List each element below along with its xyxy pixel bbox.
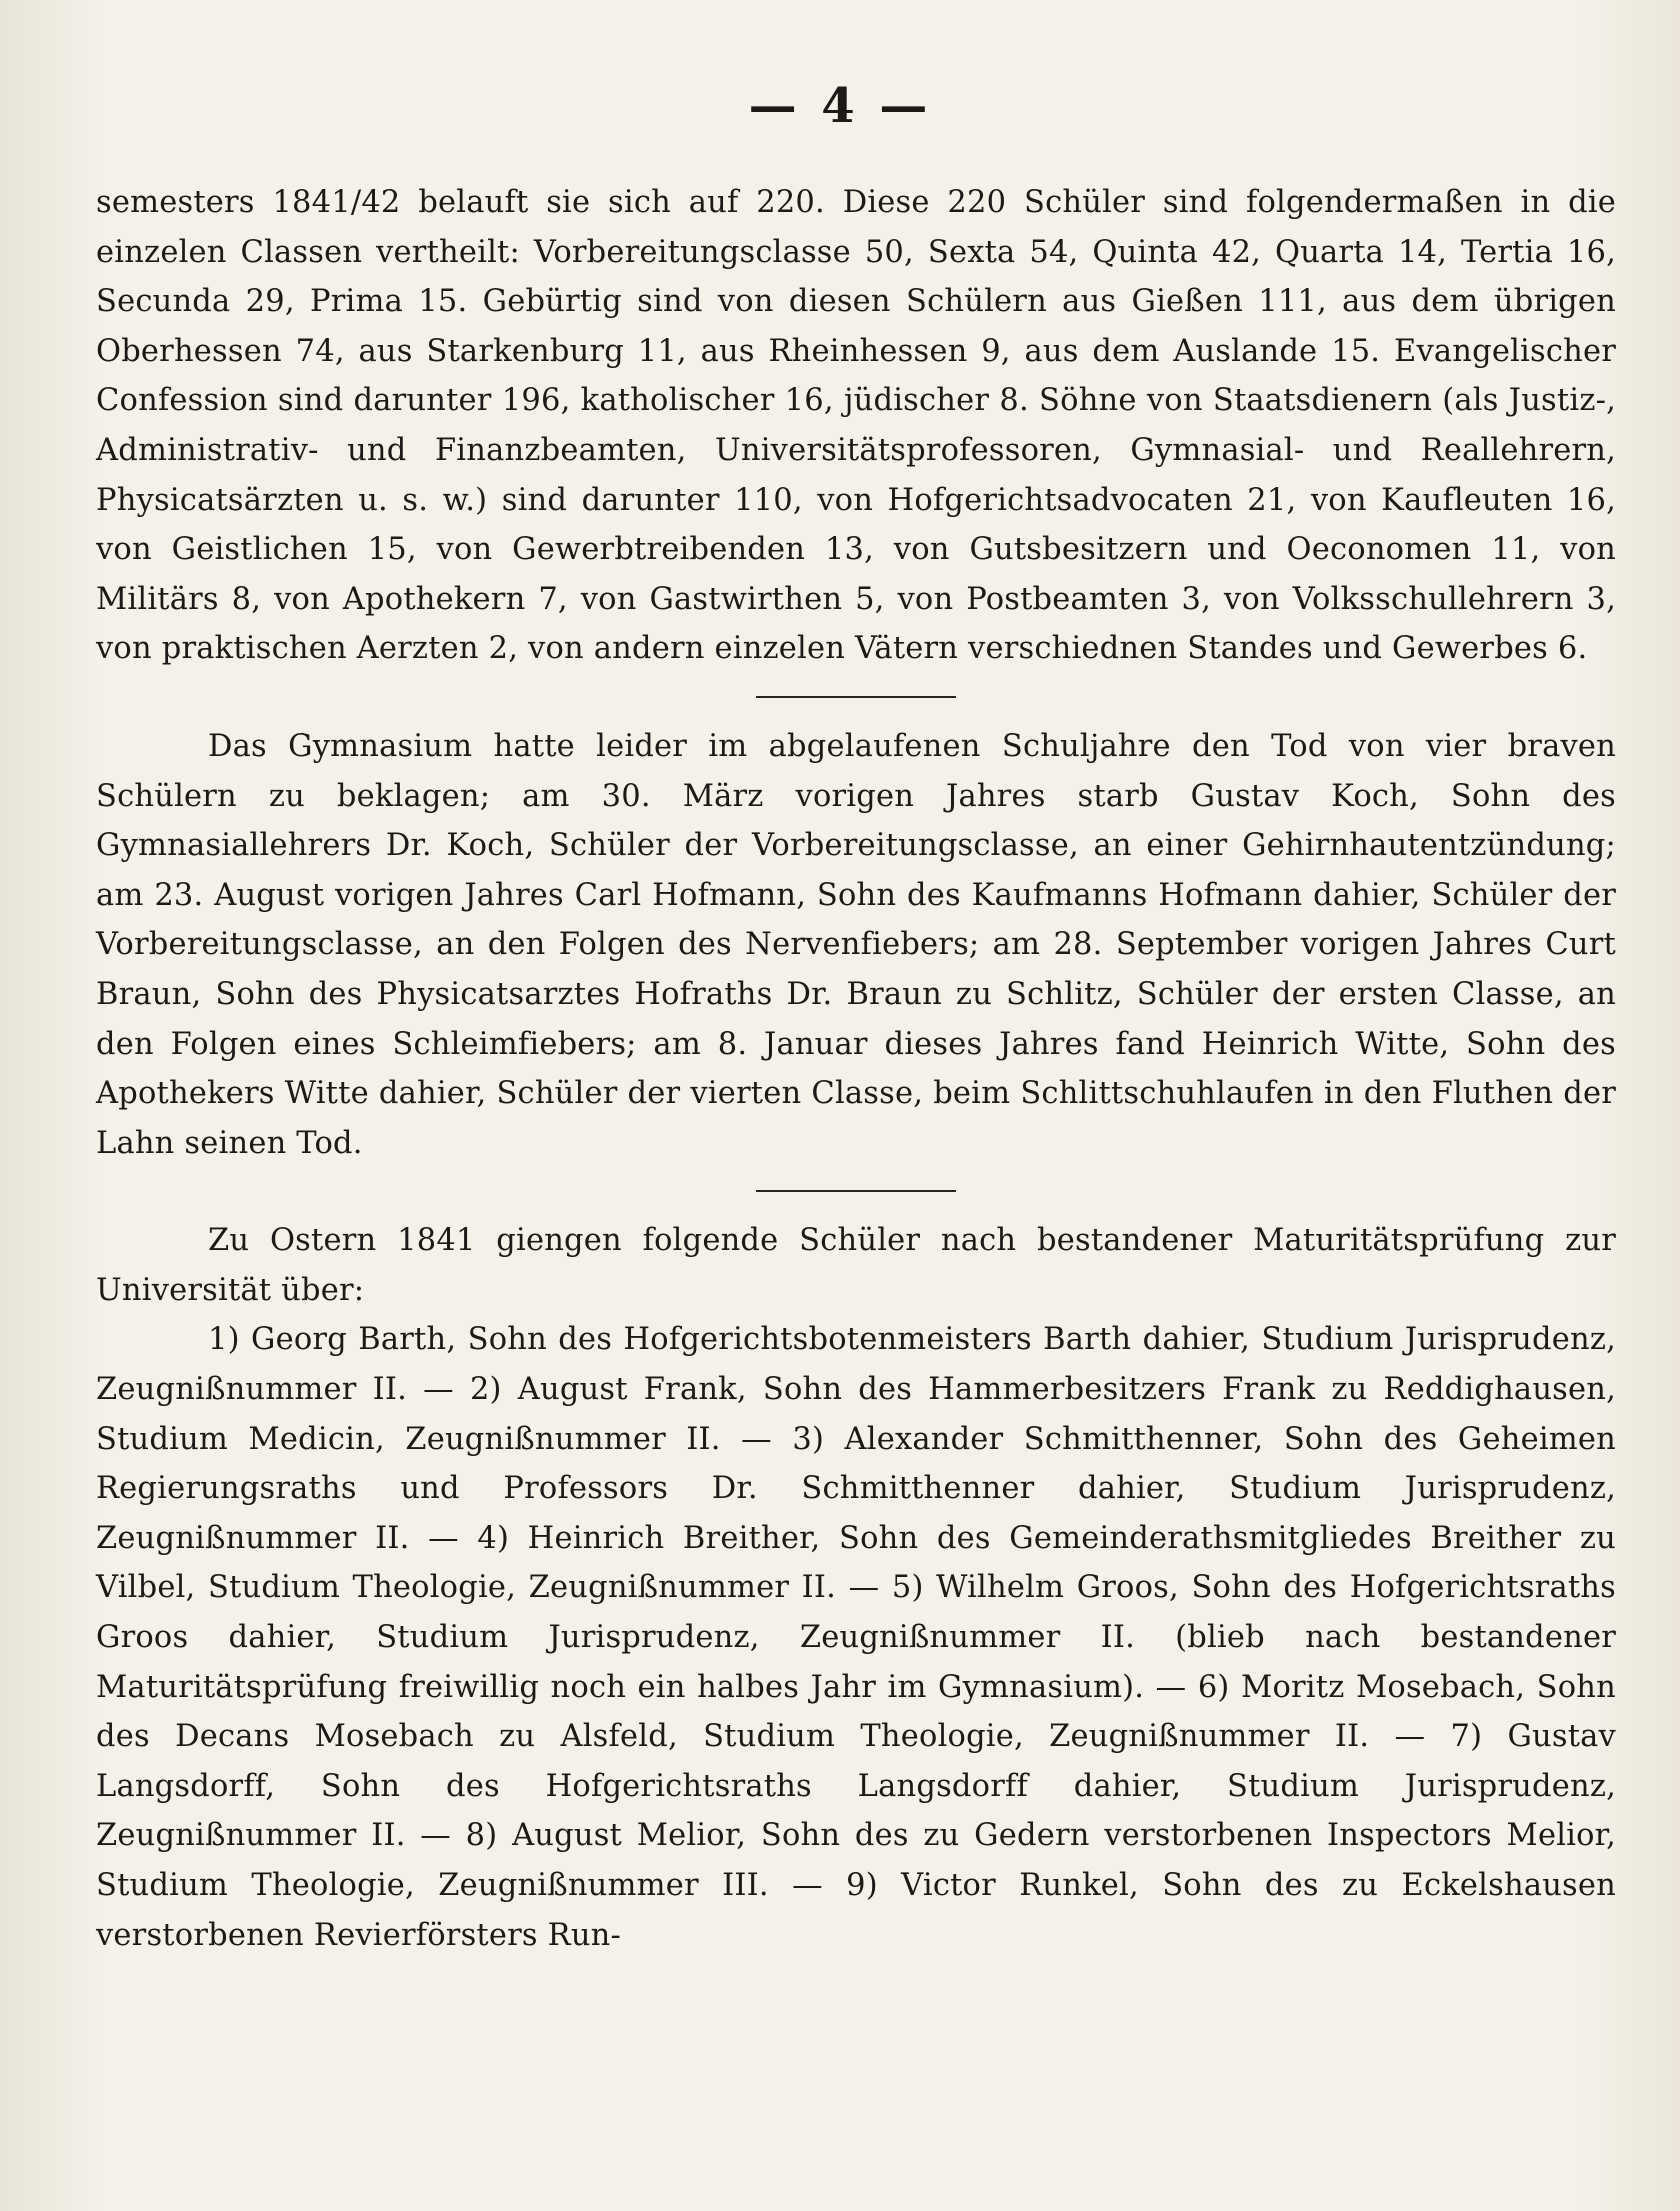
- section-divider: [756, 1190, 956, 1192]
- text-column: [96, 178, 1616, 1960]
- section-divider: [756, 696, 956, 698]
- paragraph-enrollment: semesters 1841/42 belauft sie sich auf 220. Diese 220 Schüler sind folgendermaßen in die einzelen Classen vertheilt: Vorbereitungsclasse 50, Sexta 54, Quinta 42, Quarta 14, Tertia 16, Secunda 29, Prima 15. Gebürtig sind von diesen Schülern aus Gießen 111, aus dem übrigen Oberhessen 74, aus Starkenburg 11, aus Rheinhessen 9, aus dem Auslande 15. Evangelischer Confession sind darunter 196, katholischer 16, jüdischer 8. Söhne von Staatsdienern (als Justiz-, Administrativ- und Finanzbeamten, Universitätsprofessoren, Gymnasial- und Reallehrern, Physicatsärzten u. s. w.) sind darunter 110, von Hofgerichtsadvocaten 21, von Kaufleuten 16, von Geistlichen 15, von Gewerbtreibenden 13, von Gutsbesitzern und Oeconomen 11, von Militärs 8, von Apothekern 7, von Gastwirthen 5, von Postbeamten 3, von Volksschullehrern 3, von praktischen Aerzten 2, von andern einzelen Vätern verschiednen Standes und Gewerbes 6.: [96, 185, 1616, 667]
- paragraph-deaths: Das Gymnasium hatte leider im abgelaufenen Schuljahre den Tod von vier braven Schülern zu beklagen; am 30. März vorigen Jahres starb Gustav Koch, Sohn des Gymnasiallehrers Dr. Koch, Schüler der Vorbereitungsclasse, an einer Gehirnhautentzündung; am 23. August vorigen Jahres Carl Hofmann, Sohn des Kaufmanns Hofmann dahier, Schüler der Vorbereitungsclasse, an den Folgen des Nervenfiebers; am 28. September vorigen Jahres Curt Braun, Sohn des Physicatsarztes Hofraths Dr. Braun zu Schlitz, Schüler der ersten Classe, an den Folgen eines Schleimfiebers; am 8. Januar dieses Jahres fand Heinrich Witte, Sohn des Apothekers Witte dahier, Schüler der vierten Classe, beim Schlittschuhlaufen in den Fluthen der Lahn seinen Tod.: [96, 728, 1616, 1161]
- page-number: — 4 —: [748, 78, 932, 134]
- paragraph-graduates-intro: Zu Ostern 1841 giengen folgende Schüler nach bestandener Maturitätsprüfung zur Universität über:: [96, 1223, 1616, 1308]
- paragraph-graduates-list: 1) Georg Barth, Sohn des Hofgerichtsbotenmeisters Barth dahier, Studium Jurisprudenz, Zeugnißnummer II. — 2) August Frank, Sohn des Hammerbesitzers Frank zu Reddighausen, Studium Medicin, Zeugnißnummer II. — 3) Alexander Schmitthenner, Sohn des Geheimen Regierungsraths und Professors Dr. Schmitthenner dahier, Studium Jurisprudenz, Zeugnißnummer II. — 4) Heinrich Breither, Sohn des Gemeinderathsmitgliedes Breither zu Vilbel, Studium Theologie, Zeugnißnummer II. — 5) Wilhelm Groos, Sohn des Hofgerichtsraths Groos dahier, Studium Jurisprudenz, Zeugnißnummer II. (blieb nach bestandener Maturitätsprüfung freiwillig noch ein halbes Jahr im Gymnasium). — 6) Moritz Mosebach, Sohn des Decans Mosebach zu Alsfeld, Studium Theologie, Zeugnißnummer II. — 7) Gustav Langsdorff, Sohn des Hofgerichtsraths Langsdorff dahier, Studium Jurisprudenz, Zeugnißnummer II. — 8) August Melior, Sohn des zu Gedern verstorbenen Inspectors Melior, Studium Theologie, Zeugnißnummer III. — 9) Victor Runkel, Sohn des zu Eckelshausen verstorbenen Revierförsters Run-: [96, 1322, 1616, 1953]
